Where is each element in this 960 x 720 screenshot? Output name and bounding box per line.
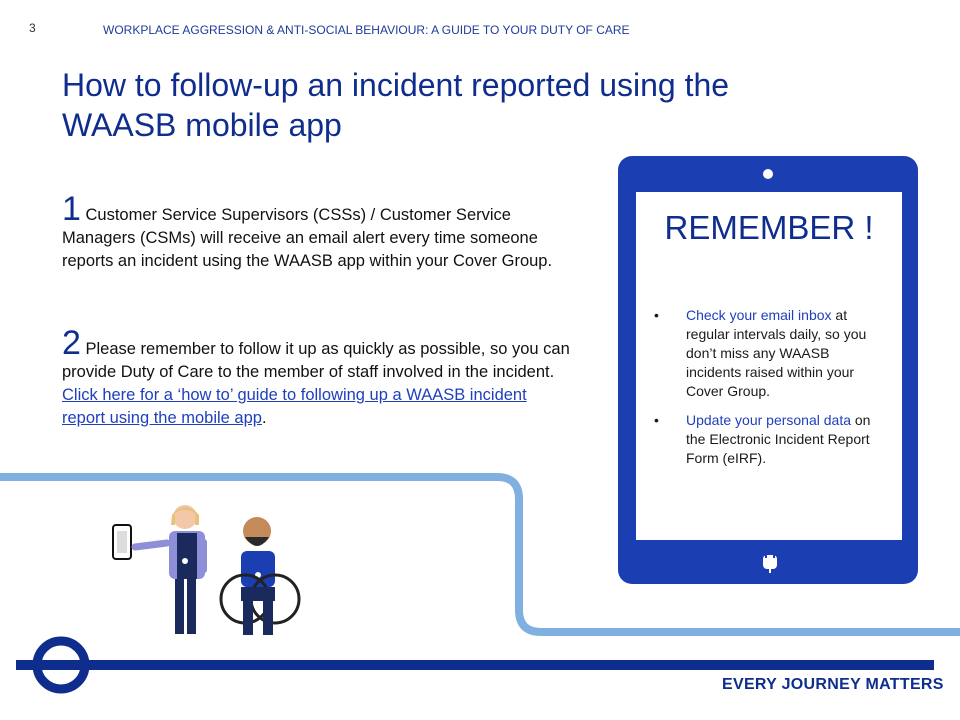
tip-text: on the Electronic Incident Report Form (eIRF).: [686, 412, 871, 466]
tip-item: [652, 411, 888, 468]
footer-tagline: EVERY JOURNEY MATTERS: [722, 676, 944, 693]
step-1-text: Customer Service Supervisors (CSSs) / Customer Service Managers (CSMs) will receive an email alert every time someone reports an incident using the WAASB app within your Cover Group.: [62, 206, 553, 270]
tip-text: at regular intervals daily, so you don’t miss any WAASB incidents raised within your Cover Group.: [686, 307, 867, 399]
step-1-number: 1: [62, 190, 81, 228]
step-2-number: 2: [62, 324, 81, 362]
remember-tips: [652, 306, 888, 478]
tablet-camera-icon: [763, 169, 773, 179]
page-title: How to follow-up an incident reported using the WAASB mobile app: [62, 67, 730, 143]
step-1: [62, 192, 572, 273]
tablet-home-button-icon: [760, 552, 780, 574]
how-to-guide-link[interactable]: Click here for a ‘how to’ guide to following up a WAASB incident report using the mobile app: [62, 386, 527, 427]
page-number: 3: [29, 21, 36, 35]
tip-highlight: Check your email inbox: [686, 307, 832, 323]
step-2: [62, 326, 572, 430]
step-2-end: .: [261, 409, 267, 427]
document-header: WORKPLACE AGGRESSION & ANTI-SOCIAL BEHAVIOUR: A GUIDE TO YOUR DUTY OF CARE: [103, 23, 630, 37]
tablet-screen: [636, 192, 902, 540]
tip-item: [652, 306, 888, 401]
staff-illustration: [105, 495, 305, 645]
step-2-text: Please remember to follow it up as quickly as possible, so you can provide Duty of Care to the member of staff involved in the incident.: [62, 340, 570, 381]
tip-highlight: Update your personal data: [686, 412, 851, 428]
remember-heading: REMEMBER !: [664, 209, 874, 246]
